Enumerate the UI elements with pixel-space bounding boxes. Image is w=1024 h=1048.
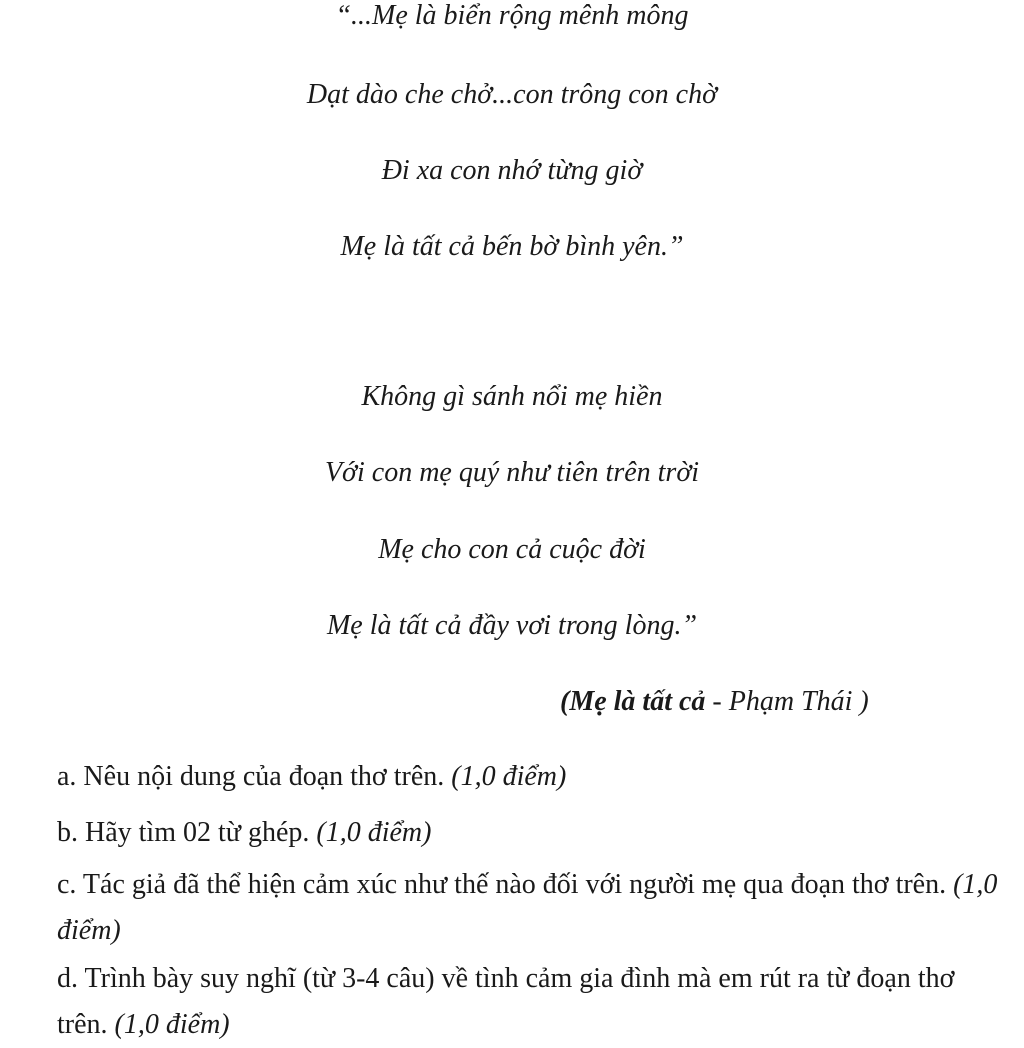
question-d [57,956,1007,1048]
poem-line: Mẹ là tất cả bến bờ bình yên.” [340,231,684,262]
question-points: (1,0 điểm) [57,869,998,946]
poem-line: Mẹ là tất cả đầy vơi trong lòng.” [326,610,698,641]
poem-line: Không gì sánh nổi mẹ hiền [361,381,663,412]
question-points: (1,0 điểm) [451,761,567,792]
question-text: c. Tác giả đã thể hiện cảm xúc như thế nào đối với người mẹ qua đoạn thơ trên. [57,869,954,900]
question-points: (1,0 điểm) [114,1009,230,1040]
question-points: (1,0 điểm) [316,817,432,848]
question-b [57,810,1007,856]
poem-line: Dạt dào che chở...con trông con chờ [306,79,718,110]
question-text: b. Hãy tìm 02 từ ghép. [57,817,317,848]
citation-open: ( [560,686,570,717]
poem-line: “...Mẹ là biển rộng mênh mông [335,0,689,31]
citation-title: Mẹ là tất cả [569,686,706,717]
poem-citation [560,684,869,720]
question-a [57,754,1007,800]
question-c [57,862,1007,954]
poem-line: Mẹ cho con cả cuộc đời [378,534,646,565]
question-text: d. Trình bày suy nghĩ (từ 3-4 câu) về tình cảm gia đình mà em rút ra từ đoạn thơ trên. [57,963,955,1040]
poem-line: Với con mẹ quý như tiên trên trời [324,457,700,488]
citation-author: - Phạm Thái ) [705,686,869,717]
question-text: a. Nêu nội dung của đoạn thơ trên. [57,761,452,792]
poem-line: Đi xa con nhớ từng giờ [381,155,643,186]
